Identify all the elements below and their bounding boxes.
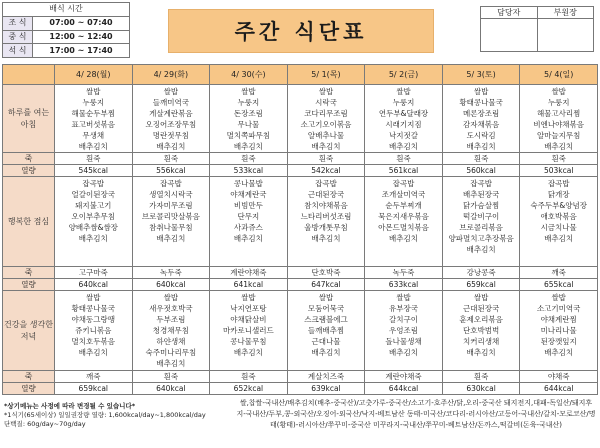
menu-item: 근대된장국	[462, 304, 500, 313]
menu-item: 배추김치	[311, 348, 341, 357]
breakfast-kcal-row	[3, 165, 598, 177]
menu-item: 배추김치	[544, 348, 574, 357]
breakfast-porridge-day-5: 흰죽	[442, 153, 520, 165]
day-header-6: 5/ 4(일)	[520, 65, 598, 85]
menu-item: 비엔나야채볶음	[533, 120, 585, 129]
menu-item: 배추김치	[389, 142, 419, 151]
lunch-kcal-day-5: 659kcal	[442, 279, 520, 291]
dinner-porridge-day-4: 계란야채죽	[365, 371, 443, 383]
lunch-kcal-day-3: 647kcal	[287, 279, 365, 291]
breakfast-porridge-day-1: 흰죽	[132, 153, 210, 165]
dinner-day-4	[365, 291, 443, 371]
menu-item: 쌀밥	[396, 87, 411, 96]
breakfast-day-3	[287, 85, 365, 153]
sign-manager-label: 담당자	[481, 7, 538, 19]
lunch-kcal-day-1: 640kcal	[132, 279, 210, 291]
menu-item: 배추된장국	[462, 190, 500, 199]
menu-item: 배추김치	[389, 348, 419, 357]
dinner-kcal-label: 열량	[3, 383, 55, 395]
menu-item: 참치야채볶음	[304, 201, 348, 210]
menu-item: 시금치나물	[540, 223, 577, 232]
menu-item: 배추김치	[544, 142, 574, 151]
sign-director-label: 부원장	[537, 7, 594, 19]
menu-item: 조개살미역국	[381, 190, 426, 199]
menu-item: 배추김치	[233, 348, 263, 357]
menu-item: 쌀밥	[86, 87, 101, 96]
lunch-kcal-day-0: 640kcal	[55, 279, 133, 291]
lunch-day-4	[365, 177, 443, 267]
menu-item: 잡곡밥	[470, 179, 492, 188]
lunch-porridge-day-6: 깨죽	[520, 267, 598, 279]
lunch-day-3	[287, 177, 365, 267]
menu-item: 배추김치	[311, 142, 341, 151]
menu-item: 돌나물생채	[385, 337, 422, 346]
serving-time-header: 배식 시간	[3, 3, 130, 17]
menu-item: 야채계란국	[230, 190, 267, 199]
lunch-day-6	[520, 177, 598, 267]
menu-item: 표고버섯볶음	[71, 120, 116, 129]
menu-item: 마카로니샐러드	[223, 326, 274, 335]
breakfast-kcal-day-0: 545kcal	[55, 165, 133, 177]
menu-item: 오이부추무침	[71, 212, 116, 221]
corner-cell	[3, 65, 55, 85]
menu-item: 배추김치	[389, 234, 419, 243]
lunch-kcal-day-4: 633kcal	[365, 279, 443, 291]
page-title: 주간 식단표	[168, 9, 434, 53]
menu-item: 쌀밥	[318, 87, 334, 96]
menu-item: 콩나물밥	[233, 179, 263, 188]
menu-item: 잡곡밥	[315, 179, 337, 188]
menu-item: 닭개장	[547, 190, 570, 199]
menu-item: 된장깻잎지	[540, 337, 577, 346]
day-header-0: 4/ 28(월)	[55, 65, 133, 85]
menu-item: 단호박범벅	[462, 326, 500, 335]
menu-item: 사과쥬스	[233, 223, 263, 232]
menu-item: 새우젓호박국	[149, 304, 193, 313]
menu-item: 해물고사리찜	[536, 109, 581, 118]
dinner-kcal-day-2: 652kcal	[210, 383, 288, 395]
sign-director-slot	[537, 19, 594, 52]
dinner-kcal-day-1: 640kcal	[132, 383, 210, 395]
menu-item: 닭가슴살찜	[462, 201, 500, 210]
day-header-4: 5/ 2(금)	[365, 65, 443, 85]
breakfast-day-0	[55, 85, 133, 153]
weekly-menu-table	[2, 64, 598, 395]
lunch-kcal-label: 열량	[3, 279, 55, 291]
menu-item: 애호박볶음	[540, 212, 577, 221]
breakfast-time-value: 07:00 ~ 07:40	[33, 16, 130, 30]
lunch-day-5	[442, 177, 520, 267]
menu-item: 배추김치	[78, 348, 108, 357]
lunch-day-2	[210, 177, 288, 267]
breakfast-kcal-day-3: 542kcal	[287, 165, 365, 177]
dinner-day-2	[210, 291, 288, 371]
menu-item: 하얀생채	[156, 337, 186, 346]
lunch-day-0	[55, 177, 133, 267]
breakfast-day-5	[442, 85, 520, 153]
menu-item: 단무지	[237, 212, 260, 221]
menu-item: 스크램블에그	[304, 315, 348, 324]
menu-item: 야채닭살비	[230, 315, 267, 324]
ingredient-origin-text: 쌀,찹쌀-국내산/배추김치(배추-중국산)/고춧가루-중국산/소고기-호주산/닭,오리-중국산 돼지전지,대패-독일산/돼지후지-국내산/두부,콩-외국산/오징어-외국산/낙지-베트남산 동태-미국산/코다리-러시아산/고등어-국내산/갈치-모로코산/명태(황태)-러시아산/쭈꾸미-중국산 미꾸라지-국내산/쭈꾸미-베트남산/돈까스,떡갈비(돈육-국내산)	[236, 399, 596, 429]
menu-item: 황태콩나물국	[459, 98, 503, 107]
menu-item: 메론장조림	[462, 109, 500, 118]
menu-item: 명란젓무침	[152, 131, 189, 140]
menu-item: 얼갈이된장국	[71, 190, 116, 199]
menu-item: 배추김치	[466, 348, 496, 357]
sign-manager-slot	[481, 19, 538, 52]
notes-change-notice: *상기메뉴는 사정에 따라 변경될 수 있습니다*	[4, 402, 136, 410]
notes-block	[4, 402, 234, 429]
breakfast-porridge-day-4: 흰죽	[365, 153, 443, 165]
lunch-porridge-row	[3, 267, 598, 279]
menu-item: 해물순두부찜	[71, 109, 116, 118]
lunch-porridge-day-0: 고구마죽	[55, 267, 133, 279]
lunch-kcal-row	[3, 279, 598, 291]
dinner-kcal-day-5: 630kcal	[442, 383, 520, 395]
breakfast-kcal-day-5: 560kcal	[442, 165, 520, 177]
menu-item: 미나리나물	[540, 326, 577, 335]
menu-item: 비빔만두	[233, 201, 263, 210]
menu-item: 누룽지	[82, 98, 105, 107]
dinner-porridge-day-5: 흰죽	[442, 371, 520, 383]
dinner-time-label: 석 식	[3, 44, 33, 58]
menu-item: 누룽지	[237, 98, 260, 107]
day-header-2: 4/ 30(수)	[210, 65, 288, 85]
menu-item: 멸치호두볶음	[71, 337, 116, 346]
menu-item: 소고기오이볶음	[300, 120, 352, 129]
menu-item: 코다리무조림	[304, 109, 348, 118]
breakfast-row	[3, 85, 598, 153]
day-header-1: 4/ 29(화)	[132, 65, 210, 85]
notes-protein-guide: 단백질: 60g/day~70g/day	[4, 420, 86, 428]
menu-item: 아몬드멸치볶음	[378, 223, 429, 232]
lunch-porridge-day-4: 녹두죽	[365, 267, 443, 279]
menu-item: 들깨배추찜	[307, 326, 345, 335]
menu-item: 순두부찌개	[385, 201, 422, 210]
dinner-porridge-day-6: 야채죽	[520, 371, 598, 383]
menu-item: 갈치구이	[389, 315, 419, 324]
menu-item: 생열치시락국	[149, 190, 193, 199]
menu-item: 잡곡밥	[392, 179, 415, 188]
menu-item: 근대나물	[311, 337, 341, 346]
menu-item: 배추김치	[78, 142, 108, 151]
menu-item: 우엉조림	[389, 326, 419, 335]
menu-item: 느타리버섯조림	[300, 212, 352, 221]
menu-item: 돼지불고기	[75, 201, 112, 210]
menu-item: 쌀밥	[86, 293, 101, 302]
lunch-porridge-day-1: 녹두죽	[132, 267, 210, 279]
menu-item: 시래기지짐	[385, 120, 422, 129]
menu-item: 청경채무침	[152, 326, 189, 335]
menu-item: 무생채	[82, 131, 105, 140]
menu-item: 쌀밥	[163, 87, 179, 96]
breakfast-kcal-day-2: 533kcal	[210, 165, 288, 177]
menu-item: 게살계란볶음	[149, 109, 193, 118]
menu-item: 묵은지새우볶음	[378, 212, 429, 221]
lunch-row	[3, 177, 598, 267]
lunch-porridge-day-3: 단호박죽	[287, 267, 365, 279]
menu-item: 숙주미나리무침	[145, 348, 197, 357]
dinner-porridge-row	[3, 371, 598, 383]
approval-sign-box	[480, 6, 594, 52]
dinner-day-6	[520, 291, 598, 371]
dinner-day-1	[132, 291, 210, 371]
menu-item: 가자미무조림	[149, 201, 193, 210]
dinner-kcal-row	[3, 383, 598, 395]
menu-item: 들깨미역국	[152, 98, 189, 107]
menu-item: 배추김치	[78, 234, 108, 243]
menu-item: 쌀밥	[241, 293, 256, 302]
breakfast-kcal-label: 열량	[3, 165, 55, 177]
menu-item: 배추김치	[156, 142, 186, 151]
lunch-kcal-day-2: 641kcal	[210, 279, 288, 291]
breakfast-day-1	[132, 85, 210, 153]
serving-time-table	[2, 2, 130, 58]
menu-item: 감자채볶음	[462, 120, 500, 129]
dinner-day-0	[55, 291, 133, 371]
dinner-porridge-day-2: 흰죽	[210, 371, 288, 383]
menu-item: 쌀밥	[473, 293, 489, 302]
dinner-porridge-label: 죽	[3, 371, 55, 383]
menu-item: 배추김치	[311, 234, 341, 243]
lunch-kcal-day-6: 655kcal	[520, 279, 598, 291]
menu-item: 양배추쌈&쌈장	[68, 223, 118, 232]
dinner-label: 건강을 생각한 저녁	[3, 291, 55, 371]
dinner-row	[3, 291, 598, 371]
menu-item: 쌀밥	[241, 87, 256, 96]
breakfast-kcal-day-4: 561kcal	[365, 165, 443, 177]
menu-item: 두부조림	[156, 315, 186, 324]
days-header-row	[3, 65, 598, 85]
menu-item: 누룽지	[392, 98, 415, 107]
breakfast-time-label: 조 식	[3, 16, 33, 30]
menu-item: 잡곡밥	[547, 179, 570, 188]
breakfast-porridge-row	[3, 153, 598, 165]
menu-item: 쌀밥	[551, 293, 566, 302]
breakfast-kcal-day-6: 503kcal	[520, 165, 598, 177]
breakfast-porridge-day-0: 흰죽	[55, 153, 133, 165]
dinner-kcal-day-6: 644kcal	[520, 383, 598, 395]
lunch-day-1	[132, 177, 210, 267]
lunch-porridge-day-5: 강낭콩죽	[442, 267, 520, 279]
menu-item: 황태콩나물국	[71, 304, 116, 313]
menu-item: 모둠어묵국	[307, 304, 345, 313]
menu-item: 울방개톳무침	[304, 223, 348, 232]
dinner-kcal-day-0: 659kcal	[55, 383, 133, 395]
menu-item: 알마늘지무침	[536, 131, 581, 140]
menu-item: 쌀밥	[396, 293, 411, 302]
menu-item: 알배추나물	[307, 131, 345, 140]
dinner-time-value: 17:00 ~ 17:40	[33, 44, 130, 58]
menu-item: 시락국	[315, 98, 337, 107]
dinner-kcal-day-4: 644kcal	[365, 383, 443, 395]
menu-item: 도시락김	[466, 131, 496, 140]
breakfast-label: 하루를 여는 아침	[3, 85, 55, 153]
breakfast-day-2	[210, 85, 288, 153]
menu-item: 쌀밥	[551, 87, 566, 96]
lunch-porridge-day-2: 계란야채죽	[210, 267, 288, 279]
menu-item: 누룽지	[547, 98, 570, 107]
dinner-porridge-day-0: 깨죽	[55, 371, 133, 383]
dinner-porridge-day-3: 계살치즈죽	[287, 371, 365, 383]
lunch-time-value: 12:00 ~ 12:40	[33, 30, 130, 44]
dinner-porridge-day-1: 흰죽	[132, 371, 210, 383]
menu-item: 쌀밥	[318, 293, 334, 302]
dinner-day-3	[287, 291, 365, 371]
lunch-porridge-label: 죽	[3, 267, 55, 279]
menu-item: 참취나물무침	[149, 223, 193, 232]
menu-item: 야채계란찜	[540, 315, 577, 324]
menu-item: 배추김치	[156, 359, 186, 368]
menu-item: 양파멸치고추장볶음	[448, 234, 514, 243]
menu-item: 낙지연포탕	[230, 304, 267, 313]
menu-item: 떡갈비구이	[462, 212, 500, 221]
menu-item: 연두부&달래장	[378, 109, 429, 118]
lunch-label: 행복한 점심	[3, 177, 55, 267]
breakfast-porridge-day-6: 흰죽	[520, 153, 598, 165]
day-header-5: 5/ 3(토)	[442, 65, 520, 85]
menu-item: 멸치쪽파무침	[226, 131, 271, 140]
menu-item: 쌀밥	[473, 87, 489, 96]
menu-item: 브로콜리볶음	[459, 223, 503, 232]
breakfast-day-4	[365, 85, 443, 153]
breakfast-porridge-day-3: 흰죽	[287, 153, 365, 165]
menu-item: 배추김치	[233, 234, 263, 243]
menu-item: 훈제오리볶음	[459, 315, 503, 324]
dinner-kcal-day-3: 639kcal	[287, 383, 365, 395]
menu-item: 배추김치	[466, 142, 496, 151]
notes-energy-guide: *1식기(65세이상) 일일권장량 열량: 1,600kcal/day~1,800kcal/day	[4, 411, 206, 419]
lunch-time-label: 중 식	[3, 30, 33, 44]
menu-item: 쌀밥	[163, 293, 179, 302]
menu-item: 잡곡밥	[159, 179, 182, 188]
menu-item: 소고기미역국	[536, 304, 581, 313]
breakfast-porridge-label: 죽	[3, 153, 55, 165]
menu-item: 배추김치	[233, 142, 263, 151]
menu-item: 야채동그랑땡	[71, 315, 116, 324]
menu-item: 숙주두부&양념장	[530, 201, 587, 210]
menu-item: 배추김치	[466, 245, 496, 254]
dinner-day-5	[442, 291, 520, 371]
menu-item: 쥬키니볶음	[75, 326, 112, 335]
menu-item: 유부장국	[389, 304, 419, 313]
menu-item: 무나물	[237, 120, 260, 129]
breakfast-day-6	[520, 85, 598, 153]
breakfast-porridge-day-2: 흰죽	[210, 153, 288, 165]
menu-item: 치커리생채	[462, 337, 500, 346]
menu-item: 콩나물무침	[230, 337, 267, 346]
menu-item: 브로콜리맛살볶음	[141, 212, 200, 221]
menu-item: 근대된장국	[307, 190, 345, 199]
menu-item: 낙지젓갈	[389, 131, 419, 140]
day-header-3: 5/ 1(목)	[287, 65, 365, 85]
menu-item: 배추김치	[544, 234, 574, 243]
menu-item: 배추김치	[156, 234, 186, 243]
menu-item: 오징어조장무침	[145, 120, 197, 129]
breakfast-kcal-day-1: 556kcal	[132, 165, 210, 177]
menu-item: 돈장조림	[233, 109, 263, 118]
menu-item: 잡곡밥	[82, 179, 105, 188]
